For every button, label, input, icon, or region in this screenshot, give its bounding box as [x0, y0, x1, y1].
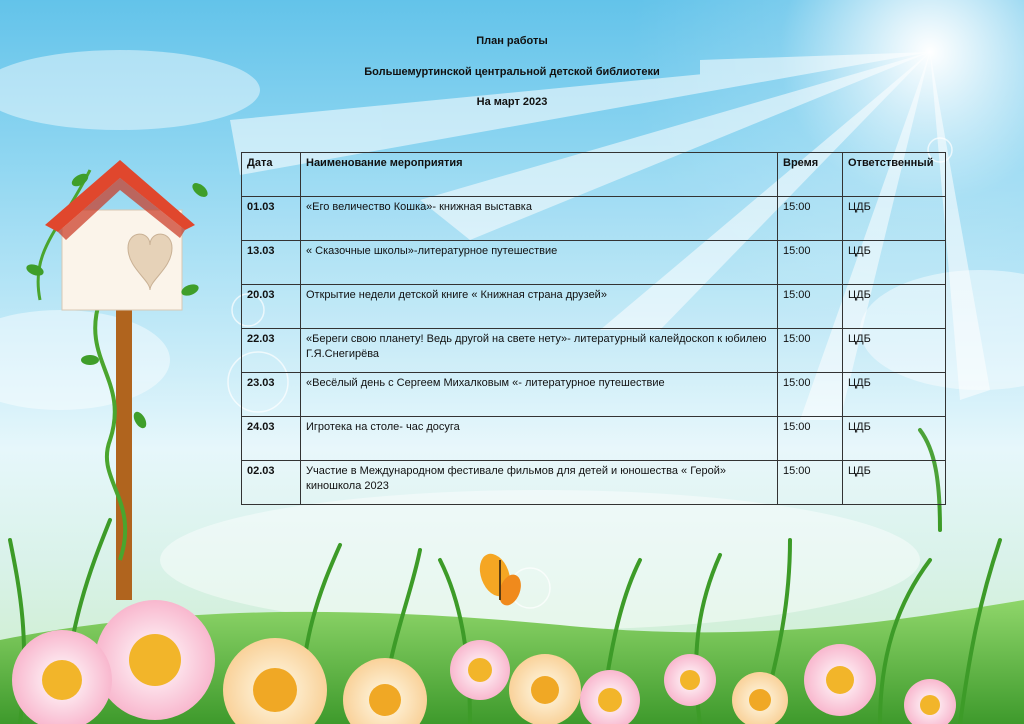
- cell-event: Участие в Международном фестивале фильмов для детей и юношества « Герой» киношкола 2023: [301, 461, 778, 505]
- table-row: [242, 329, 946, 373]
- cell-responsible: ЦДБ: [843, 197, 946, 241]
- cell-time: 15:00: [778, 461, 843, 505]
- period-label: На март 2023: [476, 96, 548, 108]
- col-header-event: Наименование мероприятия: [301, 153, 778, 197]
- cell-responsible: ЦДБ: [843, 417, 946, 461]
- cell-time: 15:00: [778, 417, 843, 461]
- cell-responsible: ЦДБ: [843, 373, 946, 417]
- table-row: [242, 373, 946, 417]
- cell-time: 15:00: [778, 285, 843, 329]
- col-header-responsible: Ответственный: [843, 153, 946, 197]
- cell-event: Открытие недели детской книге « Книжная страна друзей»: [301, 285, 778, 329]
- cell-time: 15:00: [778, 373, 843, 417]
- cell-event: «Его величество Кошка»- книжная выставка: [301, 197, 778, 241]
- table-header-row: [242, 153, 946, 197]
- cell-date: 20.03: [242, 285, 301, 329]
- table-row: [242, 197, 946, 241]
- cell-event: «Береги свою планету! Ведь другой на свете нету»- литературный калейдоскоп к юбилею Г.Я.Снегирёва: [301, 329, 778, 373]
- table-row: [242, 417, 946, 461]
- col-header-date: Дата: [242, 153, 301, 197]
- cell-event: « Сказочные школы»-литературное путешествие: [301, 241, 778, 285]
- cell-date: 01.03: [242, 197, 301, 241]
- cell-responsible: ЦДБ: [843, 329, 946, 373]
- table-row: [242, 241, 946, 285]
- cell-date: 22.03: [242, 329, 301, 373]
- table-row: [242, 285, 946, 329]
- cell-event: Игротека на столе- час досуга: [301, 417, 778, 461]
- events-table: [241, 152, 946, 505]
- table-row: [242, 461, 946, 505]
- library-name: Большемуртинской центральной детской библиотеки: [364, 66, 660, 78]
- cell-event: «Весёлый день с Сергеем Михалковым «- литературное путешествие: [301, 373, 778, 417]
- cell-date: 24.03: [242, 417, 301, 461]
- col-header-time: Время: [778, 153, 843, 197]
- cell-time: 15:00: [778, 241, 843, 285]
- cell-date: 02.03: [242, 461, 301, 505]
- cell-date: 13.03: [242, 241, 301, 285]
- cell-responsible: ЦДБ: [843, 461, 946, 505]
- doc-title: План работы: [476, 35, 548, 47]
- cell-responsible: ЦДБ: [843, 241, 946, 285]
- cell-responsible: ЦДБ: [843, 285, 946, 329]
- cell-date: 23.03: [242, 373, 301, 417]
- cell-time: 15:00: [778, 197, 843, 241]
- cell-time: 15:00: [778, 329, 843, 373]
